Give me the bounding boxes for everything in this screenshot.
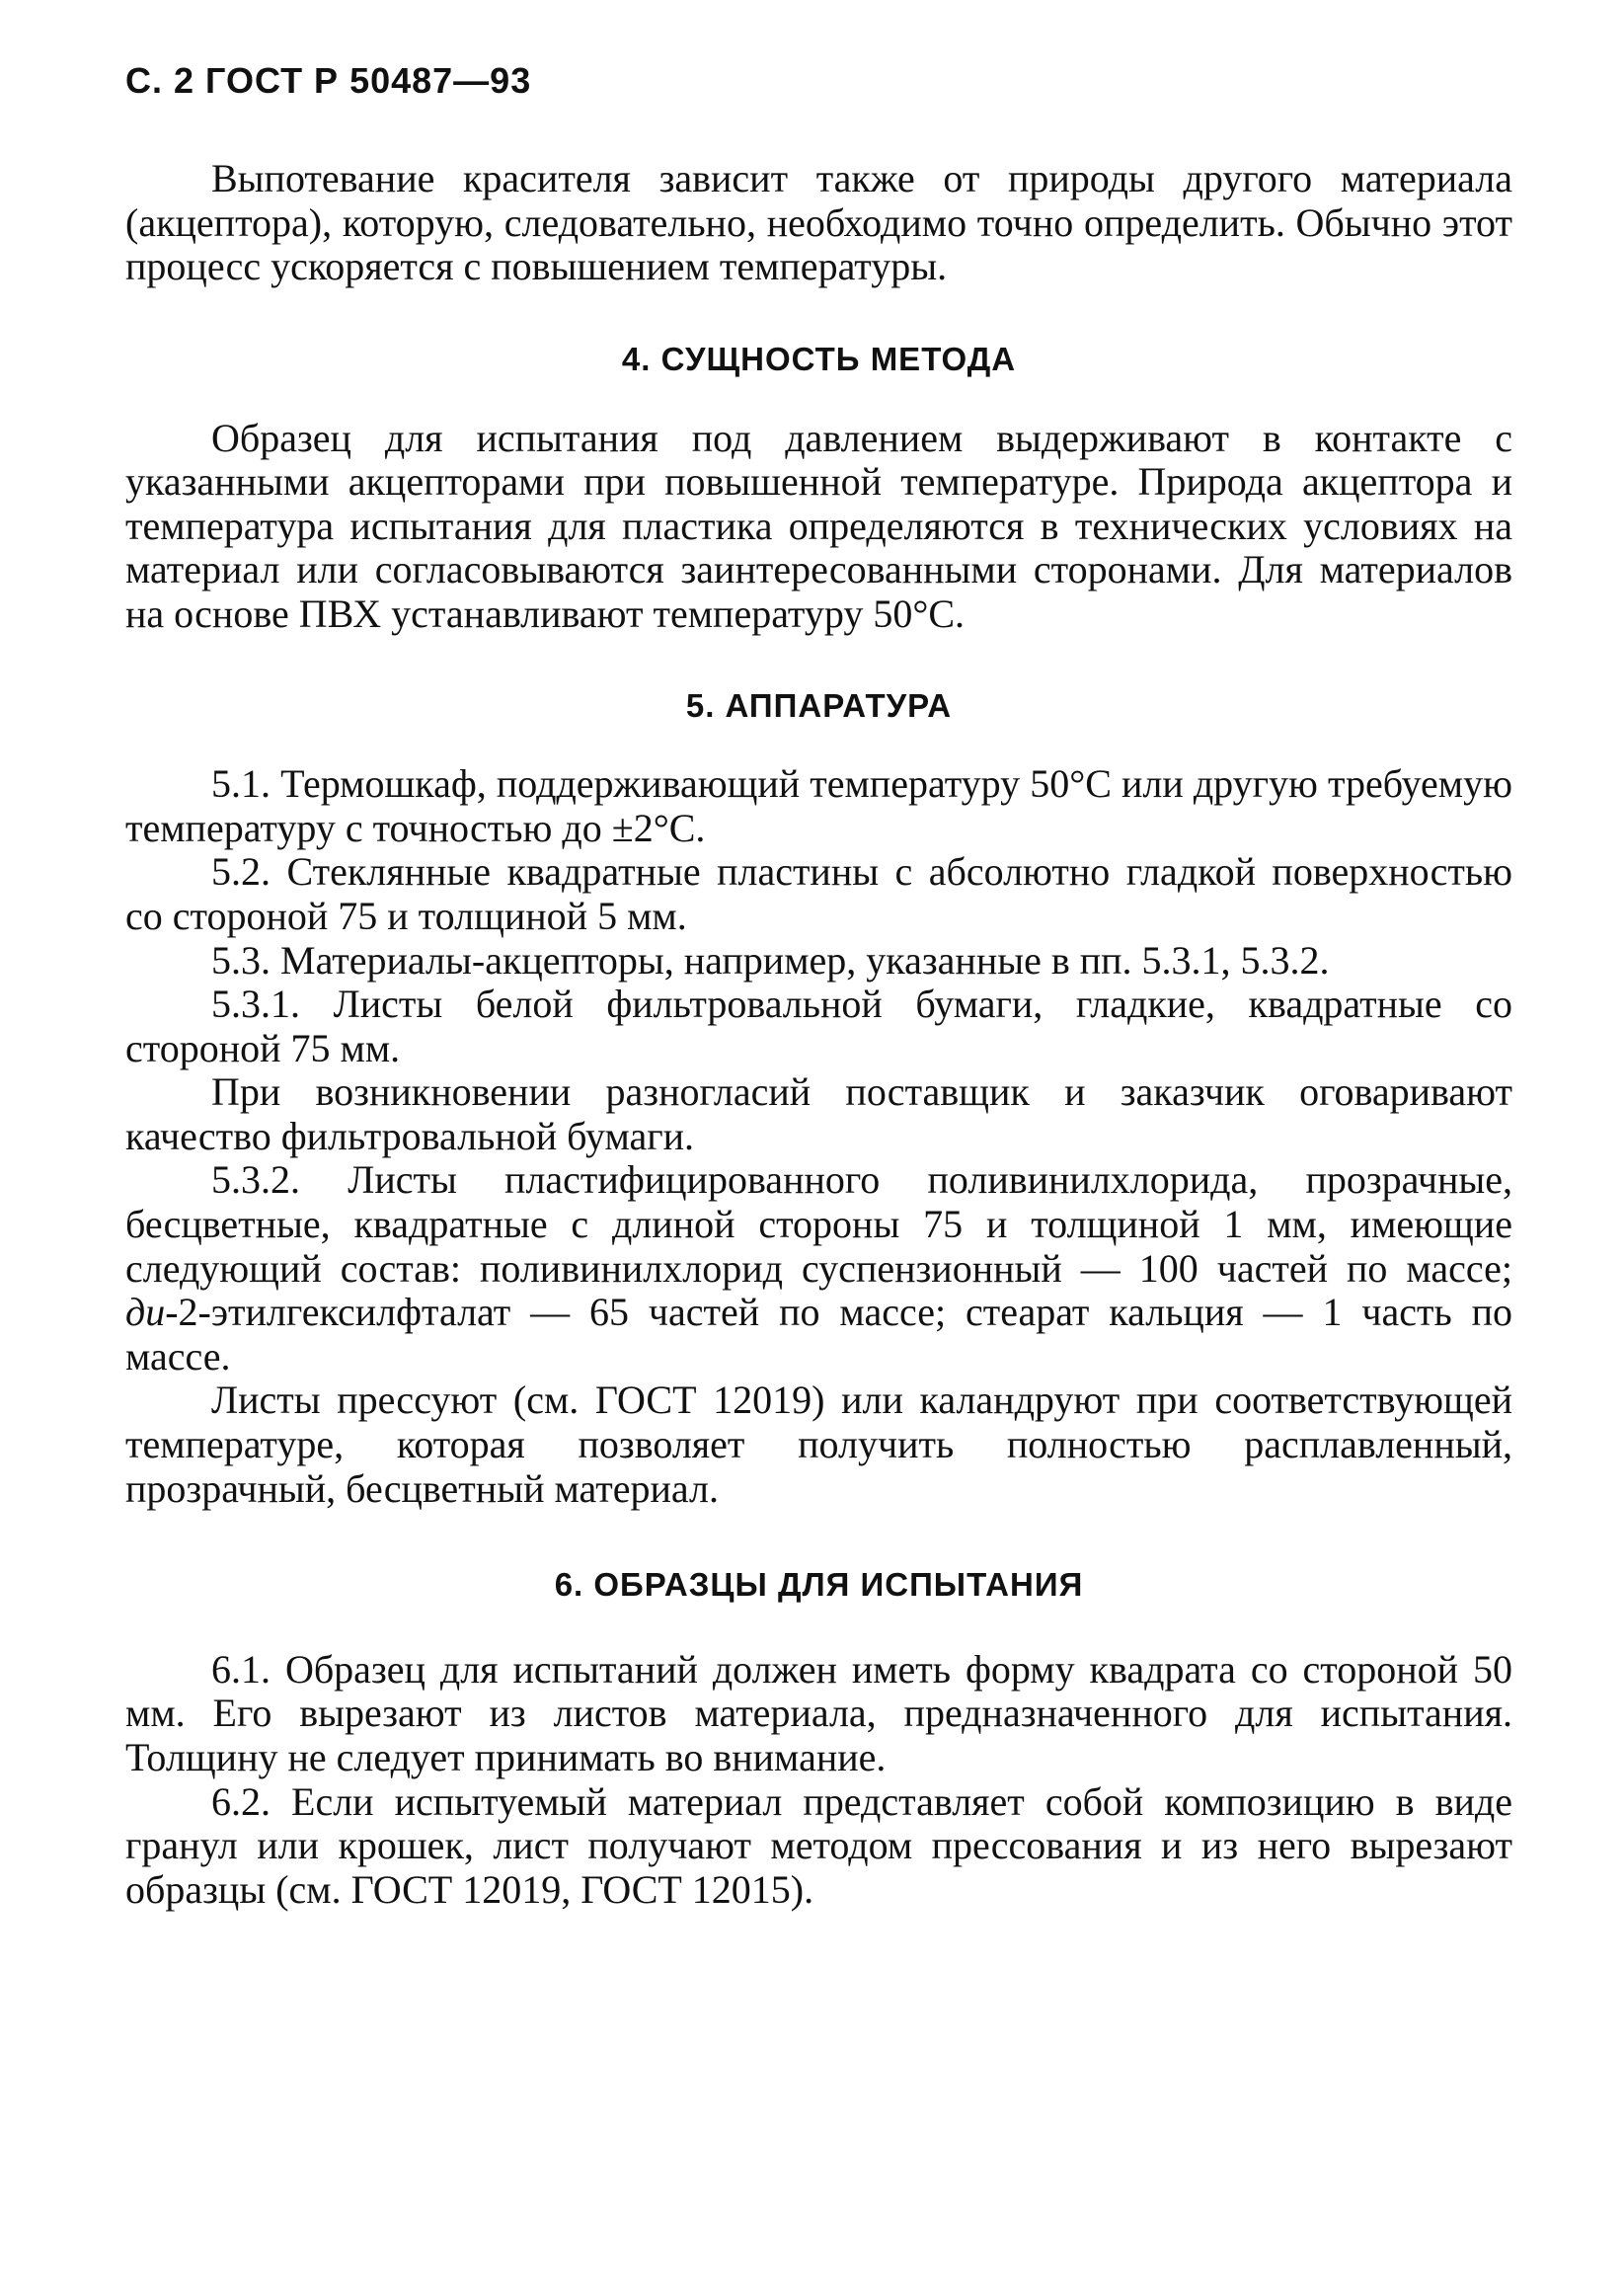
clause-6-2: 6.2. Если испытуемый материал представляет собой композицию в виде гранул или крошек, лист получают методом прессования и из него вырезают образцы (см. ГОСТ 12019, ГОСТ 12015).: [125, 1778, 1512, 1912]
clause-5-2: 5.2. Стеклянные квадратные пластины с абсолютно гладкой поверхностью со стороной 75 и толщиной 5 мм.: [125, 849, 1512, 938]
pressing-paragraph: Листы прессуют (см. ГОСТ 12019) или каландруют при соответствующей температуре, которая позволяет получить полностью расплавленный, прозрачный, бесцветный материал.: [125, 1378, 1512, 1511]
intro-paragraph: Выпотевание красителя зависит также от природы другого материала (акцептора), которую, следовательно, необходимо точно определить. Обычно этот процесс ускоряется с повышением температуры.: [125, 156, 1512, 289]
section-4-title: 4. СУЩНОСТЬ МЕТОДА: [621, 340, 1017, 377]
clause-5-3-2-italic-prefix: ди: [125, 1290, 166, 1335]
clause-6-1: 6.1. Образец для испытаний должен иметь форму квадрата со стороной 50 мм. Его вырезают из листов материала, предназначенного для испытания. Толщину не следует принимать во внимание.: [125, 1646, 1512, 1779]
page-header: С. 2 ГОСТ Р 50487—93: [125, 60, 532, 101]
dispute-paragraph: При возникновении разногласий поставщик и заказчик оговаривают качество фильтровальной бумаги.: [125, 1069, 1512, 1158]
clause-5-3-2-part-a: 5.3.2. Листы пластифицированного поливинилхлорида, прозрачные, бесцветные, квадратные с длиной стороны 75 и толщиной 1 мм, имеющие следующий состав: поливинилхлорид суспензионный — 100 частей по массе;: [125, 1157, 1512, 1291]
clause-5-3-2-part-b: -2-этилгексилфталат — 65 частей по массе; стеарат кальция — 1 часть по массе.: [125, 1290, 1512, 1378]
document-page: [125, 59, 1512, 1912]
section-5-title: 5. АППАРАТУРА: [685, 686, 953, 724]
clause-5-3-2: [125, 1158, 1512, 1378]
section-6-title: 6. ОБРАЗЦЫ ДЛЯ ИСПЫТАНИЯ: [554, 1566, 1084, 1604]
clause-5-3-1: 5.3.1. Листы белой фильтровальной бумаги, гладкие, квадратные со стороной 75 мм.: [125, 982, 1512, 1070]
section-4-paragraph: Образец для испытания под давлением выдерживают в контакте с указанными акцепторами при повышенной температуре. Природа акцептора и температура испытания для пластика определяются в технических условиях на материал или согласовываются заинтересованными сторонами. Для материалов на основе ПВХ устанавливают температуру 50°С.: [125, 415, 1512, 636]
clause-5-3: 5.3. Материалы-акцепторы, например, указанные в пп. 5.3.1, 5.3.2.: [211, 937, 1330, 983]
clause-5-1: 5.1. Термошкаф, поддерживающий температуру 50°С или другую требуемую температуру с точностью до ±2°С.: [125, 761, 1512, 850]
